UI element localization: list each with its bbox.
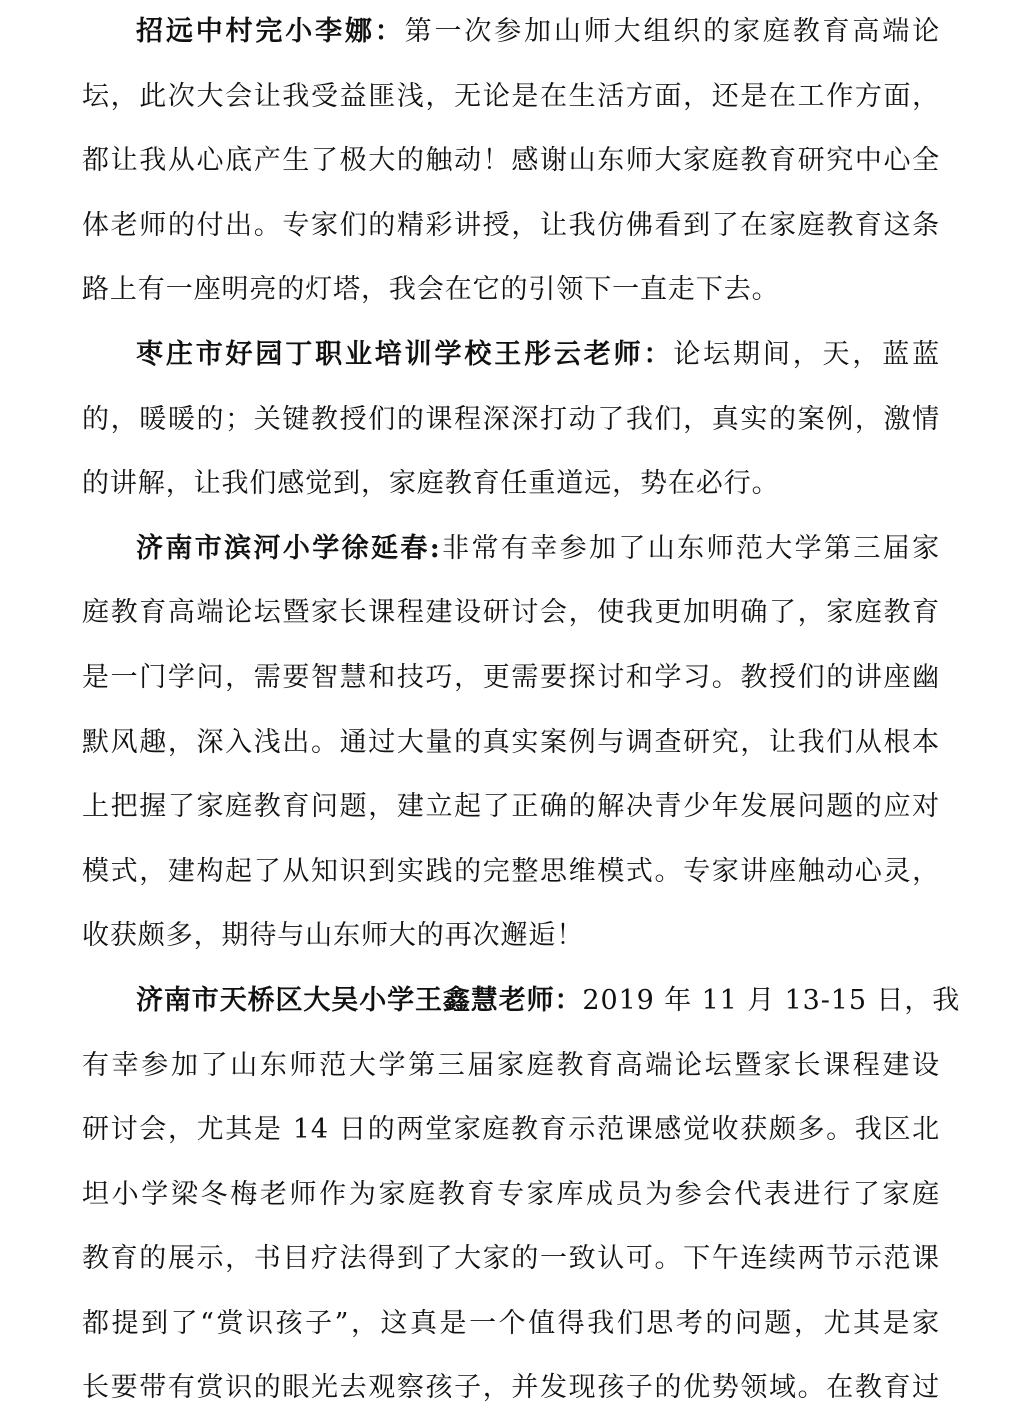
line-text: 论坛期间，天，蓝蓝 xyxy=(673,338,940,370)
line-text: 2019 年 11 月 13-15 日，我 xyxy=(582,984,961,1016)
document-page xyxy=(82,0,961,1421)
paragraph-line: 体老师的付出。专家们的精彩讲授，让我仿佛看到了在家庭教育这条 xyxy=(82,209,940,241)
author-name: 济南市滨河小学徐延春: xyxy=(136,532,441,564)
paragraph-line: 的，暖暖的；关键教授们的课程深深打动了我们，真实的案例，激情 xyxy=(82,403,940,435)
paragraph-line: 的讲解，让我们感觉到，家庭教育任重道远，势在必行。 xyxy=(82,468,780,500)
paragraph-line: 默风趣，深入浅出。通过大量的真实案例与调查研究，让我们从根本 xyxy=(82,726,940,758)
paragraph-line: 收获颇多，期待与山东师大的再次邂逅！ xyxy=(82,920,585,952)
paragraph-first-line xyxy=(82,0,940,65)
paragraph-line: 教育的展示，书目疗法得到了大家的一致认可。下午连续两节示范课 xyxy=(82,1243,940,1275)
paragraph-line: 模式，建构起了从知识到实践的完整思维模式。专家讲座触动心灵， xyxy=(82,855,940,887)
paragraph-line: 上把握了家庭教育问题，建立起了正确的解决青少年发展问题的应对 xyxy=(82,791,940,823)
paragraph-li-na xyxy=(82,0,940,323)
paragraph-first-line xyxy=(82,969,961,1034)
author-name: 济南市天桥区大吴小学王鑫慧老师： xyxy=(136,984,583,1016)
line-text: 第一次参加山师大组织的家庭教育高端论 xyxy=(404,16,940,47)
paragraph-line: 坦小学梁冬梅老师作为家庭教育专家库成员为参会代表进行了家庭 xyxy=(82,1178,940,1210)
paragraph-line: 有幸参加了山东师范大学第三届家庭教育高端论坛暨家长课程建设 xyxy=(82,1049,940,1081)
paragraph-line: 长要带有赏识的眼光去观察孩子，并发现孩子的优势领域。在教育过 xyxy=(82,1372,940,1404)
paragraph-line: 坛，此次大会让我受益匪浅，无论是在生活方面，还是在工作方面， xyxy=(82,80,940,112)
paragraph-line: 是一门学问，需要智慧和技巧，更需要探讨和学习。教授们的讲座幽 xyxy=(82,661,940,693)
author-name: 招远中村完小李娜： xyxy=(136,16,405,47)
paragraph-line: 庭教育高端论坛暨家长课程建设研讨会，使我更加明确了，家庭教育 xyxy=(82,597,940,629)
paragraph-line: 研讨会，尤其是 14 日的两堂家庭教育示范课感觉收获颇多。我区北 xyxy=(82,1114,940,1146)
paragraph-line: 都提到了“赏识孩子”，这真是一个值得我们思考的问题，尤其是家 xyxy=(82,1307,940,1339)
paragraph-xu-yanchun xyxy=(82,517,940,969)
paragraph-first-line xyxy=(82,517,940,582)
author-name: 枣庄市好园丁职业培训学校王彤云老师： xyxy=(136,338,674,370)
line-text: 非常有幸参加了山东师范大学第三届家 xyxy=(440,532,940,564)
paragraph-line: 路上有一座明亮的灯塔，我会在它的引领下一直走下去。 xyxy=(82,274,780,306)
paragraph-line: 都让我从心底产生了极大的触动！感谢山东师大家庭教育研究中心全 xyxy=(82,145,940,177)
paragraph-wang-xinhui xyxy=(82,969,961,1421)
paragraph-wang-tongyun xyxy=(82,323,940,517)
paragraph-first-line xyxy=(82,323,940,388)
